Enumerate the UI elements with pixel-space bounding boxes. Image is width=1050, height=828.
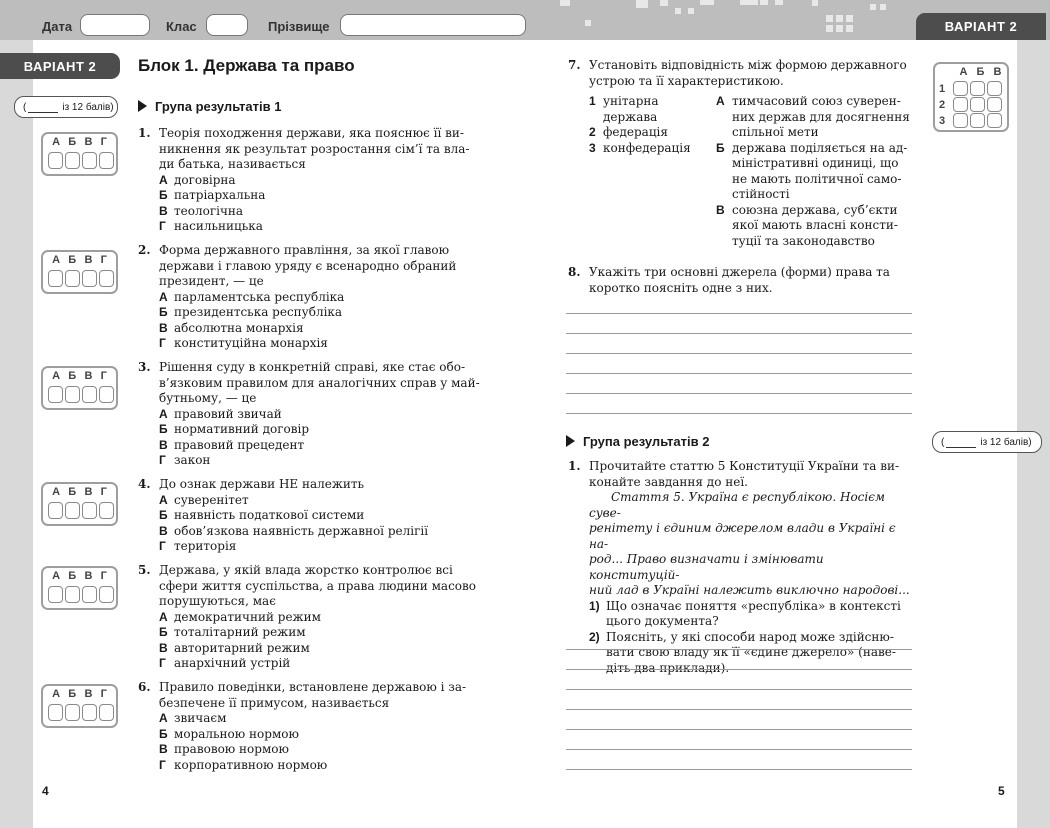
- subtask-1: 1) Що означає поняття «республіка» в контексті цього документа?: [589, 598, 901, 628]
- date-input[interactable]: [81, 16, 149, 36]
- answer-box-g[interactable]: [99, 586, 114, 603]
- option: Б президентська республіка: [159, 305, 343, 319]
- left-margin-strip: [0, 40, 33, 828]
- answer-grid-q2: А Б В Г: [41, 250, 118, 294]
- answer-box-a[interactable]: [48, 586, 63, 603]
- answer-box-v[interactable]: [82, 386, 97, 403]
- option: Б нормативний договір: [159, 422, 309, 436]
- answer-line[interactable]: [566, 373, 912, 374]
- option: В авторитарний режим: [159, 640, 310, 655]
- option: В абсолютна монархія: [159, 320, 304, 335]
- date-label: Дата: [42, 19, 73, 34]
- match-box[interactable]: [970, 97, 985, 112]
- group1-heading: [138, 99, 281, 114]
- question-1: 1. Теорія походження держави, яка пояснює її ви- никнення як результат розростання сім’ї та вла- ди батька, називається А договірна Б патріархальна В теологічна Г насильницька: [138, 126, 484, 235]
- constitution-quote: Стаття 5. Україна є республікою. Носієм суве- ренітету і єдиним джерелом влади в Україні є на- род... Право визначати і змінювати конституцій- ний лад в Україні належить виключно народові...: [589, 490, 910, 597]
- option: А демократичний режим: [159, 609, 321, 624]
- answer-line[interactable]: [566, 413, 912, 414]
- group2-question-1: 1. Прочитайте статтю 5 Конституції України та ви- конайте завдання до неї. Стаття 5. Україна є республікою. Носієм суве- ренітету і єдиним джерелом влади в Україні є на- род... Право визначати і змінювати конституцій- ний лад в Україні належить виключно народові... 1) Що означає поняття «республіка» в контексті цього документа? 2) Поясніть, у які способи народ може здійсню- вати свою владу як її «єдине джерело» (наве- діть два приклади).: [568, 459, 914, 676]
- question-8: 8. Укажіть три основні джерела (форми) права та коротко поясніть одне з них.: [568, 265, 890, 295]
- answer-grid-q4: А Б В Г: [41, 482, 118, 526]
- option: В обов’язкова наявність державної релігії: [159, 523, 429, 538]
- block-title: Блок 1. Держава та право: [138, 56, 355, 75]
- answer-line[interactable]: [566, 649, 912, 650]
- surname-field-wrapper: [340, 14, 526, 36]
- class-field-wrapper: [206, 14, 248, 36]
- answer-line[interactable]: [566, 749, 912, 750]
- score-blank[interactable]: [28, 102, 58, 113]
- match-box[interactable]: [953, 97, 968, 112]
- answer-box-b[interactable]: [65, 502, 80, 519]
- option: Г корпоративною нормою: [159, 757, 328, 772]
- match-right-column: [716, 94, 916, 249]
- match-left-column: [589, 94, 709, 156]
- answer-grid-q5: А Б В Г: [41, 566, 118, 610]
- match-right-item: А тимчасовий союз суверен- них держав для досягнення спільної мети: [716, 94, 910, 139]
- answer-line[interactable]: [566, 393, 912, 394]
- option: А звичаєм: [159, 711, 227, 725]
- answer-box-b[interactable]: [65, 704, 80, 721]
- answer-line[interactable]: [566, 669, 912, 670]
- surname-input[interactable]: [341, 16, 525, 36]
- answer-box-g[interactable]: [99, 502, 114, 519]
- triangle-bullet-icon: [138, 100, 147, 112]
- group2-title-text: Група результатів 2: [583, 434, 710, 449]
- answer-box-v[interactable]: [82, 270, 97, 287]
- score-suffix: із 12 балів): [980, 436, 1032, 448]
- answer-box-a[interactable]: [48, 704, 63, 721]
- match-box[interactable]: [953, 113, 968, 128]
- answer-line[interactable]: [566, 689, 912, 690]
- match-box[interactable]: [953, 81, 968, 96]
- option: В теологічна: [159, 203, 244, 218]
- answer-box-a[interactable]: [48, 502, 63, 519]
- question-4: 4. До ознак держави НЕ належить А суверенітет Б наявність податкової системи В обов’язкова наявність державної релігії Г територія: [138, 477, 484, 555]
- answer-line[interactable]: [566, 769, 912, 770]
- option: Б моральною нормою: [159, 726, 299, 741]
- option: А парламентська республіка: [159, 289, 345, 304]
- answer-box-a[interactable]: [48, 270, 63, 287]
- surname-label: Прізвище: [268, 19, 330, 34]
- match-box[interactable]: [970, 113, 985, 128]
- answer-box-g[interactable]: [99, 270, 114, 287]
- match-box[interactable]: [987, 81, 1002, 96]
- match-right-item: В союзна держава, суб’єкти якої мають власні консти- туції та законодавство: [716, 202, 898, 248]
- match-box[interactable]: [987, 97, 1002, 112]
- match-left-item: 1 унітарна держава: [589, 94, 659, 124]
- page-number-left: 4: [42, 784, 49, 798]
- question-2: 2. Форма державного правління, за якої главою держави і главою уряду є всенародно обраний президент, — це А парламентська республіка Б президентська республіка В абсолютна монархія Г конституційна монархія: [138, 243, 484, 352]
- option: Г конституційна монархія: [159, 336, 328, 350]
- question-3: 3. Рішення суду в конкретній справі, яке стає обо- в’язковим правилом для аналогічних справ у май- бутньому, — це А правовий звичай Б нормативний договір В правовий прецедент Г закон: [138, 360, 484, 469]
- triangle-bullet-icon: [566, 435, 575, 447]
- match-box[interactable]: [987, 113, 1002, 128]
- variant-tab-right: ВАРІАНТ 2: [916, 13, 1046, 40]
- option: Г анархічний устрій: [159, 656, 291, 670]
- answer-box-g[interactable]: [99, 704, 114, 721]
- answer-box-v[interactable]: [82, 152, 97, 169]
- option: А правовий звичай: [159, 406, 282, 421]
- class-label: Клас: [166, 19, 197, 34]
- match-left-item: 3 конфедерація: [589, 140, 691, 155]
- answer-box-v[interactable]: [82, 586, 97, 603]
- answer-grid-q1: А Б В Г: [41, 132, 118, 176]
- answer-line[interactable]: [566, 709, 912, 710]
- match-left-item: 2 федерація: [589, 125, 668, 139]
- option: Г територія: [159, 539, 237, 553]
- matching-grid-q7: А Б В 1 2 3: [933, 62, 1009, 132]
- answer-box-v[interactable]: [82, 502, 97, 519]
- group1-title-text: Група результатів 1: [155, 99, 282, 114]
- option: Г насильницька: [159, 219, 263, 233]
- option: Г закон: [159, 453, 211, 467]
- option: В правовою нормою: [159, 742, 289, 756]
- match-right-item: Б держава поділяється на ад- міністративні одиниці, що не мають політичної само- стійності: [716, 140, 908, 201]
- answer-box-b[interactable]: [65, 152, 80, 169]
- score-box-group1: ( із 12 балів): [14, 96, 118, 118]
- answer-grid-q6: А Б В Г: [41, 684, 118, 728]
- option: А договірна: [159, 172, 236, 187]
- page-number-right: 5: [998, 784, 1005, 798]
- match-box[interactable]: [970, 81, 985, 96]
- answer-box-b[interactable]: [65, 386, 80, 403]
- answer-box-b[interactable]: [65, 586, 80, 603]
- variant-tab-left: ВАРІАНТ 2: [0, 53, 120, 79]
- answer-box-v[interactable]: [82, 704, 97, 721]
- option: А суверенітет: [159, 492, 249, 507]
- option: В правовий прецедент: [159, 437, 305, 452]
- answer-line[interactable]: [566, 333, 912, 334]
- score-box-group2: ( із 12 балів): [932, 431, 1042, 453]
- answer-box-a[interactable]: [48, 152, 63, 169]
- option: Б патріархальна: [159, 188, 266, 202]
- answer-box-b[interactable]: [65, 270, 80, 287]
- answer-line[interactable]: [566, 353, 912, 354]
- score-suffix: із 12 балів): [62, 101, 114, 113]
- option: Б наявність податкової системи: [159, 508, 365, 522]
- option: Б тоталітарний режим: [159, 625, 306, 639]
- group2-heading: [566, 434, 709, 449]
- answer-line[interactable]: [566, 729, 912, 730]
- question-7: 7. Установіть відповідність між формою державного устрою та її характеристикою. 1 унітарна держава 2 федерація 3 конфедерація А тимчасовий союз суверен- них держав для досягнення спільної мети Б держава поділяється на ад- міністративні одиниці, що не мають політичної само- стійності В союзна держава, суб’єкти якої мають власні консти- туції та законодавство: [568, 58, 914, 89]
- question-6: 6. Правило поведінки, встановлене державою і за- безпечене її примусом, називається А звичаєм Б моральною нормою В правовою нормою Г корпоративною нормою: [138, 680, 484, 773]
- answer-box-g[interactable]: [99, 386, 114, 403]
- date-field-wrapper: [80, 14, 150, 36]
- class-input[interactable]: [207, 16, 247, 36]
- answer-line[interactable]: [566, 313, 912, 314]
- question-5: 5. Держава, у якій влада жорстко контролює всі сфери життя суспільства, а права людини масово порушуються, має А демократичний режим Б тоталітарний режим В авторитарний режим Г анархічний устрій: [138, 563, 484, 672]
- answer-box-a[interactable]: [48, 386, 63, 403]
- subtask-2: 2) Поясніть, у які способи народ може здійсню- вати свою владу як її «єдине джерело» (наве- діть два приклади).: [589, 629, 896, 675]
- answer-box-g[interactable]: [99, 152, 114, 169]
- answer-grid-q3: А Б В Г: [41, 366, 118, 410]
- score-blank[interactable]: [946, 437, 976, 448]
